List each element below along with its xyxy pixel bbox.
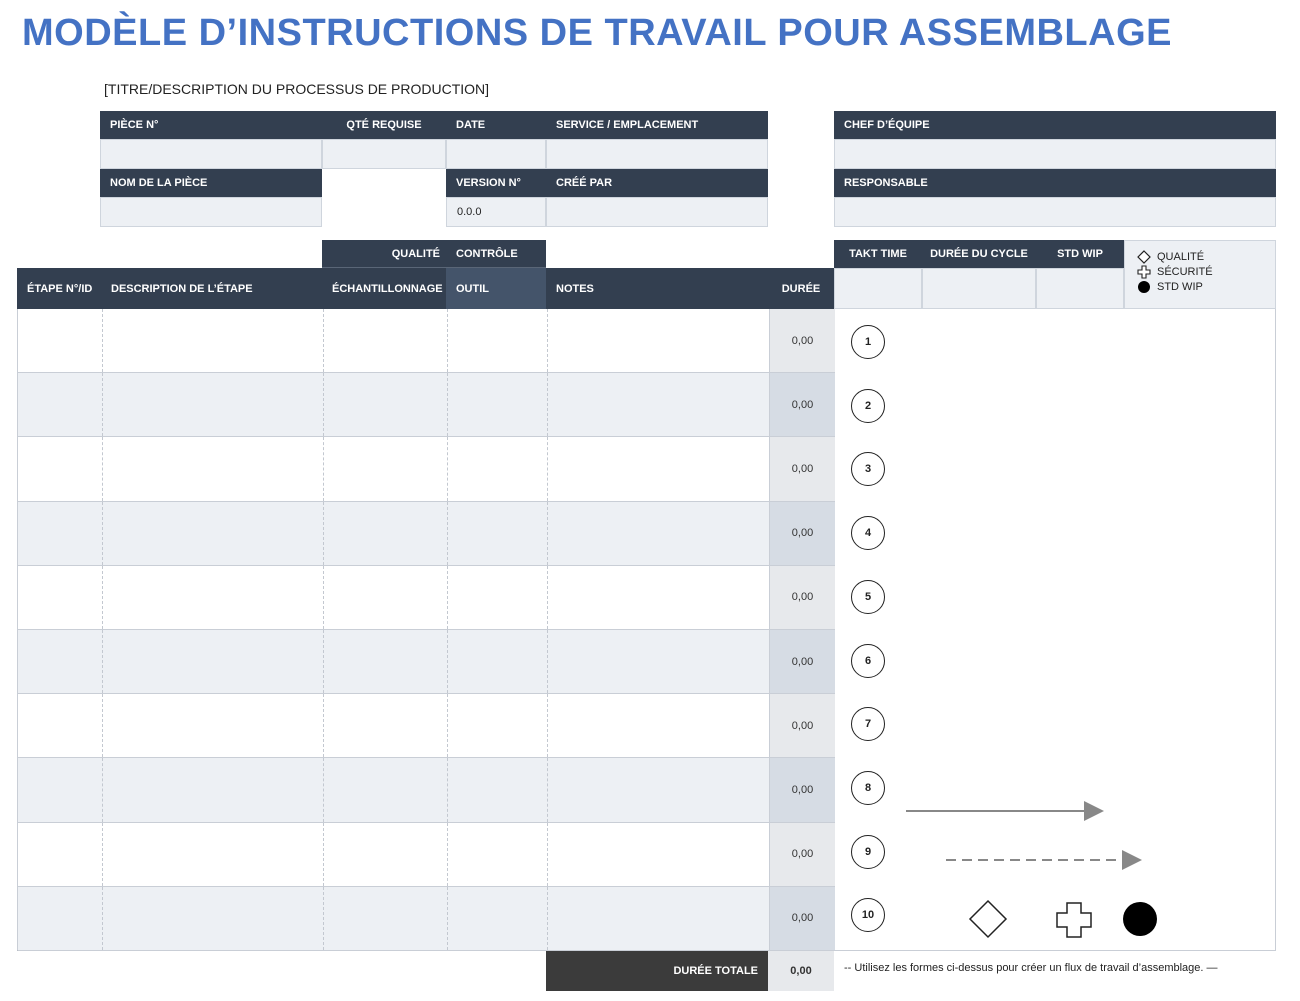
cell-description[interactable] bbox=[102, 502, 323, 565]
step-circle[interactable]: 3 bbox=[851, 452, 885, 486]
flow-note: -- Utilisez les formes ci-dessus pour créer un flux de travail d’assemblage. — bbox=[844, 962, 1218, 974]
cell-echantillonnage[interactable] bbox=[323, 502, 447, 565]
cell-duree: 0,00 bbox=[769, 887, 835, 950]
dot-shape[interactable] bbox=[1123, 902, 1157, 936]
flow-panel[interactable] bbox=[834, 309, 1276, 951]
cell-description[interactable] bbox=[102, 309, 323, 372]
cell-notes[interactable] bbox=[547, 887, 769, 950]
cell-etape[interactable] bbox=[18, 887, 102, 950]
page-title: MODÈLE D’INSTRUCTIONS DE TRAVAIL POUR ASSEMBLAGE bbox=[22, 12, 1172, 54]
responsable-header: RESPONSABLE bbox=[834, 169, 1276, 197]
chef-field[interactable] bbox=[834, 139, 1276, 169]
col-notes: NOTES bbox=[546, 268, 768, 309]
takt-field[interactable] bbox=[834, 268, 922, 309]
step-circle[interactable]: 7 bbox=[851, 707, 885, 741]
table-row bbox=[18, 437, 835, 501]
cell-description[interactable] bbox=[102, 373, 323, 436]
cell-description[interactable] bbox=[102, 630, 323, 693]
cell-description[interactable] bbox=[102, 887, 323, 950]
cell-echantillonnage[interactable] bbox=[323, 758, 447, 821]
cross-icon bbox=[1137, 265, 1151, 279]
piece-no-header: PIÈCE N° bbox=[100, 111, 322, 139]
cell-echantillonnage[interactable] bbox=[323, 309, 447, 372]
cell-outil[interactable] bbox=[447, 758, 547, 821]
dot-icon bbox=[1137, 280, 1151, 294]
cell-notes[interactable] bbox=[547, 309, 769, 372]
nom-piece-header: NOM DE LA PIÈCE bbox=[100, 169, 322, 197]
cell-duree: 0,00 bbox=[769, 758, 835, 821]
cell-outil[interactable] bbox=[447, 887, 547, 950]
version-field[interactable]: 0.0.0 bbox=[446, 197, 546, 227]
table-row bbox=[18, 823, 835, 887]
flow-shapes bbox=[834, 309, 1276, 951]
cell-echantillonnage[interactable] bbox=[323, 630, 447, 693]
cell-outil[interactable] bbox=[447, 373, 547, 436]
step-circle[interactable]: 1 bbox=[851, 325, 885, 359]
cell-etape[interactable] bbox=[18, 694, 102, 757]
cell-etape[interactable] bbox=[18, 758, 102, 821]
cell-description[interactable] bbox=[102, 437, 323, 500]
cell-description[interactable] bbox=[102, 566, 323, 629]
responsable-field[interactable] bbox=[834, 197, 1276, 227]
cell-duree: 0,00 bbox=[769, 309, 835, 372]
cell-notes[interactable] bbox=[547, 566, 769, 629]
table-row bbox=[18, 373, 835, 437]
legend-std-wip bbox=[1137, 280, 1275, 294]
step-circle[interactable]: 4 bbox=[851, 516, 885, 550]
takt-header: TAKT TIME bbox=[834, 240, 922, 268]
col-duree: DURÉE bbox=[768, 268, 834, 309]
cell-notes[interactable] bbox=[547, 502, 769, 565]
cree-par-header: CRÉÉ PAR bbox=[546, 169, 768, 197]
diamond-icon bbox=[1137, 250, 1151, 264]
legend-label: STD WIP bbox=[1157, 281, 1203, 293]
cell-etape[interactable] bbox=[18, 566, 102, 629]
cell-outil[interactable] bbox=[447, 502, 547, 565]
table-row bbox=[18, 887, 835, 951]
legend-securite bbox=[1137, 265, 1275, 279]
chef-header: CHEF D’ÉQUIPE bbox=[834, 111, 1276, 139]
legend-label: SÉCURITÉ bbox=[1157, 266, 1213, 278]
cell-echantillonnage[interactable] bbox=[323, 694, 447, 757]
col-echantillonnage: ÉCHANTILLONNAGE bbox=[322, 268, 446, 309]
service-header: SERVICE / EMPLACEMENT bbox=[546, 111, 768, 139]
std-wip-header: STD WIP bbox=[1036, 240, 1124, 268]
process-description[interactable]: [TITRE/DESCRIPTION DU PROCESSUS DE PRODUCTION] bbox=[104, 81, 490, 97]
total-label: DURÉE TOTALE bbox=[546, 951, 768, 991]
qualite-group-header: QUALITÉ bbox=[322, 240, 446, 268]
table-row bbox=[18, 758, 835, 822]
cell-notes[interactable] bbox=[547, 437, 769, 500]
cell-echantillonnage[interactable] bbox=[323, 437, 447, 500]
cell-etape[interactable] bbox=[18, 437, 102, 500]
cell-description[interactable] bbox=[102, 694, 323, 757]
cell-etape[interactable] bbox=[18, 309, 102, 372]
cell-notes[interactable] bbox=[547, 758, 769, 821]
cell-notes[interactable] bbox=[547, 823, 769, 886]
cell-duree: 0,00 bbox=[769, 566, 835, 629]
step-circle[interactable]: 9 bbox=[851, 835, 885, 869]
cycle-field[interactable] bbox=[922, 268, 1036, 309]
piece-no-field[interactable] bbox=[100, 139, 322, 169]
step-circle[interactable]: 2 bbox=[851, 389, 885, 423]
table-row bbox=[18, 630, 835, 694]
legend bbox=[1124, 240, 1276, 309]
cell-outil[interactable] bbox=[447, 694, 547, 757]
cell-echantillonnage[interactable] bbox=[323, 823, 447, 886]
cell-echantillonnage[interactable] bbox=[323, 566, 447, 629]
cell-echantillonnage[interactable] bbox=[323, 373, 447, 436]
cell-outil[interactable] bbox=[447, 437, 547, 500]
cell-outil[interactable] bbox=[447, 309, 547, 372]
date-field[interactable] bbox=[446, 139, 546, 169]
table-row bbox=[18, 309, 835, 373]
cell-outil[interactable] bbox=[447, 566, 547, 629]
std-wip-field[interactable] bbox=[1036, 268, 1124, 309]
table-row bbox=[18, 694, 835, 758]
cell-outil[interactable] bbox=[447, 823, 547, 886]
cell-duree: 0,00 bbox=[769, 373, 835, 436]
cell-duree: 0,00 bbox=[769, 630, 835, 693]
step-circle[interactable]: 6 bbox=[851, 644, 885, 678]
qte-field[interactable] bbox=[322, 139, 446, 169]
legend-qualite bbox=[1137, 250, 1275, 264]
cell-description[interactable] bbox=[102, 758, 323, 821]
step-circle[interactable]: 8 bbox=[851, 771, 885, 805]
service-field[interactable] bbox=[546, 139, 768, 169]
table-row bbox=[18, 502, 835, 566]
cree-par-field[interactable] bbox=[546, 197, 768, 227]
cell-outil[interactable] bbox=[447, 630, 547, 693]
cross-shape[interactable] bbox=[1057, 903, 1091, 937]
date-header: DATE bbox=[446, 111, 546, 139]
col-description: DESCRIPTION DE L’ÉTAPE bbox=[101, 268, 322, 309]
step-circle[interactable]: 10 bbox=[851, 898, 885, 932]
table-row bbox=[18, 566, 835, 630]
step-circle[interactable]: 5 bbox=[851, 580, 885, 614]
cell-etape[interactable] bbox=[18, 502, 102, 565]
steps-table bbox=[17, 309, 834, 951]
controle-group-header: CONTRÔLE bbox=[446, 240, 546, 268]
cell-notes[interactable] bbox=[547, 373, 769, 436]
cell-description[interactable] bbox=[102, 823, 323, 886]
total-value: 0,00 bbox=[768, 951, 834, 991]
col-etape: ÉTAPE N°/ID bbox=[17, 268, 101, 309]
cell-etape[interactable] bbox=[18, 630, 102, 693]
cell-duree: 0,00 bbox=[769, 437, 835, 500]
cell-duree: 0,00 bbox=[769, 502, 835, 565]
nom-piece-field[interactable] bbox=[100, 197, 322, 227]
cell-notes[interactable] bbox=[547, 694, 769, 757]
cycle-header: DURÉE DU CYCLE bbox=[922, 240, 1036, 268]
cell-etape[interactable] bbox=[18, 823, 102, 886]
cell-duree: 0,00 bbox=[769, 823, 835, 886]
cell-duree: 0,00 bbox=[769, 694, 835, 757]
cell-echantillonnage[interactable] bbox=[323, 887, 447, 950]
diamond-shape[interactable] bbox=[970, 901, 1006, 937]
qte-header: QTÉ REQUISE bbox=[322, 111, 446, 139]
legend-label: QUALITÉ bbox=[1157, 251, 1205, 263]
version-header: VERSION N° bbox=[446, 169, 546, 197]
cell-notes[interactable] bbox=[547, 630, 769, 693]
cell-etape[interactable] bbox=[18, 373, 102, 436]
col-outil: OUTIL bbox=[446, 268, 546, 309]
